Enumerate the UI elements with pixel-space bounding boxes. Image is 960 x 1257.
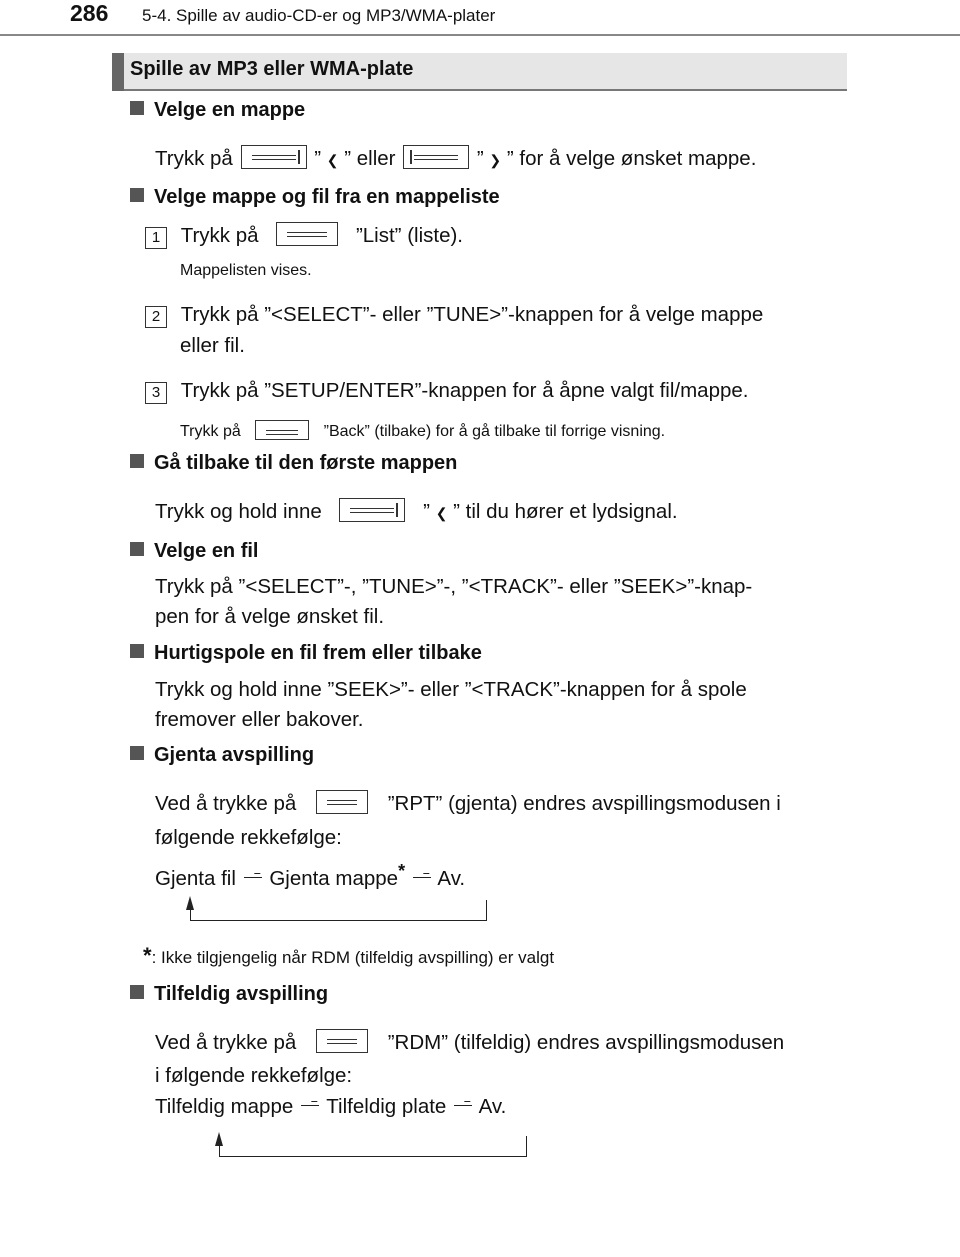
random-sequence: Tilfeldig mappe Tilfeldig plate Av. (155, 1095, 507, 1118)
select-file-line2: pen for å velge ønsket fil. (155, 605, 385, 628)
page-number: 286 (70, 0, 109, 26)
preset-button-icon (316, 1029, 368, 1053)
bullet-square-icon (130, 985, 144, 999)
loop-arrow-up-icon (186, 896, 194, 910)
bullet-square-icon (130, 542, 144, 556)
step-2-cont: eller fil. (180, 334, 245, 357)
section-title-bar (112, 53, 124, 91)
heading-repeat: Gjenta avspilling (130, 744, 314, 767)
step-3: 3 Trykk på ”SETUP/ENTER”-knappen for å åpne valgt fil/mappe. (145, 376, 748, 406)
heading-select-folder: Velge en mappe (130, 99, 305, 122)
chevron-right-icon: ❯ (489, 152, 502, 168)
preset-button-icon (403, 145, 469, 169)
random-line2: i følgende rekkefølge: (155, 1064, 353, 1087)
fast-line1: Trykk og hold inne ”SEEK>”- eller ”<TRACK”-knappen for å spole (155, 678, 747, 701)
repeat-line1: Ved å trykke på ”RPT” (gjenta) endres avspillingsmodusen i (155, 792, 781, 815)
heading-fast-forward: Hurtigspole en fil frem eller tilbake (130, 642, 482, 665)
repeat-line2: følgende rekkefølge: (155, 826, 342, 849)
running-head: 5-4. Spille av audio-CD-er og MP3/WMA-plater (142, 6, 496, 25)
preset-button-icon (276, 222, 338, 246)
step-number: 3 (145, 382, 167, 404)
arrow-right-icon (452, 1100, 474, 1110)
arrow-right-icon (299, 1100, 321, 1110)
step-2: 2 Trykk på ”<SELECT”- eller ”TUNE>”-knappen for å velge mappe (145, 300, 763, 330)
preset-button-icon (339, 498, 405, 522)
preset-button-icon (241, 145, 307, 169)
repeat-sequence: Gjenta fil Gjenta mappe* Av. (155, 861, 466, 890)
note-folder-list-shown: Mappelisten vises. (180, 262, 312, 279)
heading-random: Tilfeldig avspilling (130, 983, 328, 1006)
chevron-left-icon: ❮ (326, 152, 339, 168)
step-number: 2 (145, 306, 167, 328)
bullet-square-icon (130, 101, 144, 115)
arrow-right-icon (411, 872, 433, 882)
first-folder-text: Trykk og hold inne ” ❮ ” til du hører et lydsignal. (155, 500, 678, 523)
select-file-line1: Trykk på ”<SELECT”-, ”TUNE>”-, ”<TRACK”- eller ”SEEK>”-knap- (155, 575, 753, 598)
bullet-square-icon (130, 188, 144, 202)
repeat-footnote: *: Ikke tilgjengelig når RDM (tilfeldig avspilling) er valgt (143, 943, 555, 968)
heading-first-folder: Gå tilbake til den første mappen (130, 452, 457, 475)
select-folder-text: Trykk på ” ❮ ” eller ” ❯ ” for å velge ønsket mappe. (155, 147, 757, 170)
note-back: Trykk på ”Back” (tilbake) for å gå tilbake til forrige visning. (180, 420, 665, 441)
preset-button-icon (316, 790, 368, 814)
chevron-left-icon: ❮ (435, 505, 448, 521)
preset-button-icon (255, 420, 309, 440)
bullet-square-icon (130, 454, 144, 468)
bullet-square-icon (130, 746, 144, 760)
arrow-right-icon (242, 872, 264, 882)
fast-line2: fremover eller bakover. (155, 708, 364, 731)
bullet-square-icon (130, 644, 144, 658)
loop-arrow-up-icon (215, 1132, 223, 1146)
heading-folder-list: Velge mappe og fil fra en mappeliste (130, 186, 500, 209)
random-loop-line (219, 1136, 527, 1157)
random-line1: Ved å trykke på ”RDM” (tilfeldig) endres avspillingsmodusen (155, 1031, 785, 1054)
step-1: 1 Trykk på ”List” (liste). (145, 221, 463, 251)
header-rule (0, 34, 960, 36)
heading-select-file: Velge en fil (130, 540, 258, 563)
section-title: Spille av MP3 eller WMA-plate (130, 58, 414, 80)
repeat-loop-line (190, 900, 487, 921)
step-number: 1 (145, 227, 167, 249)
